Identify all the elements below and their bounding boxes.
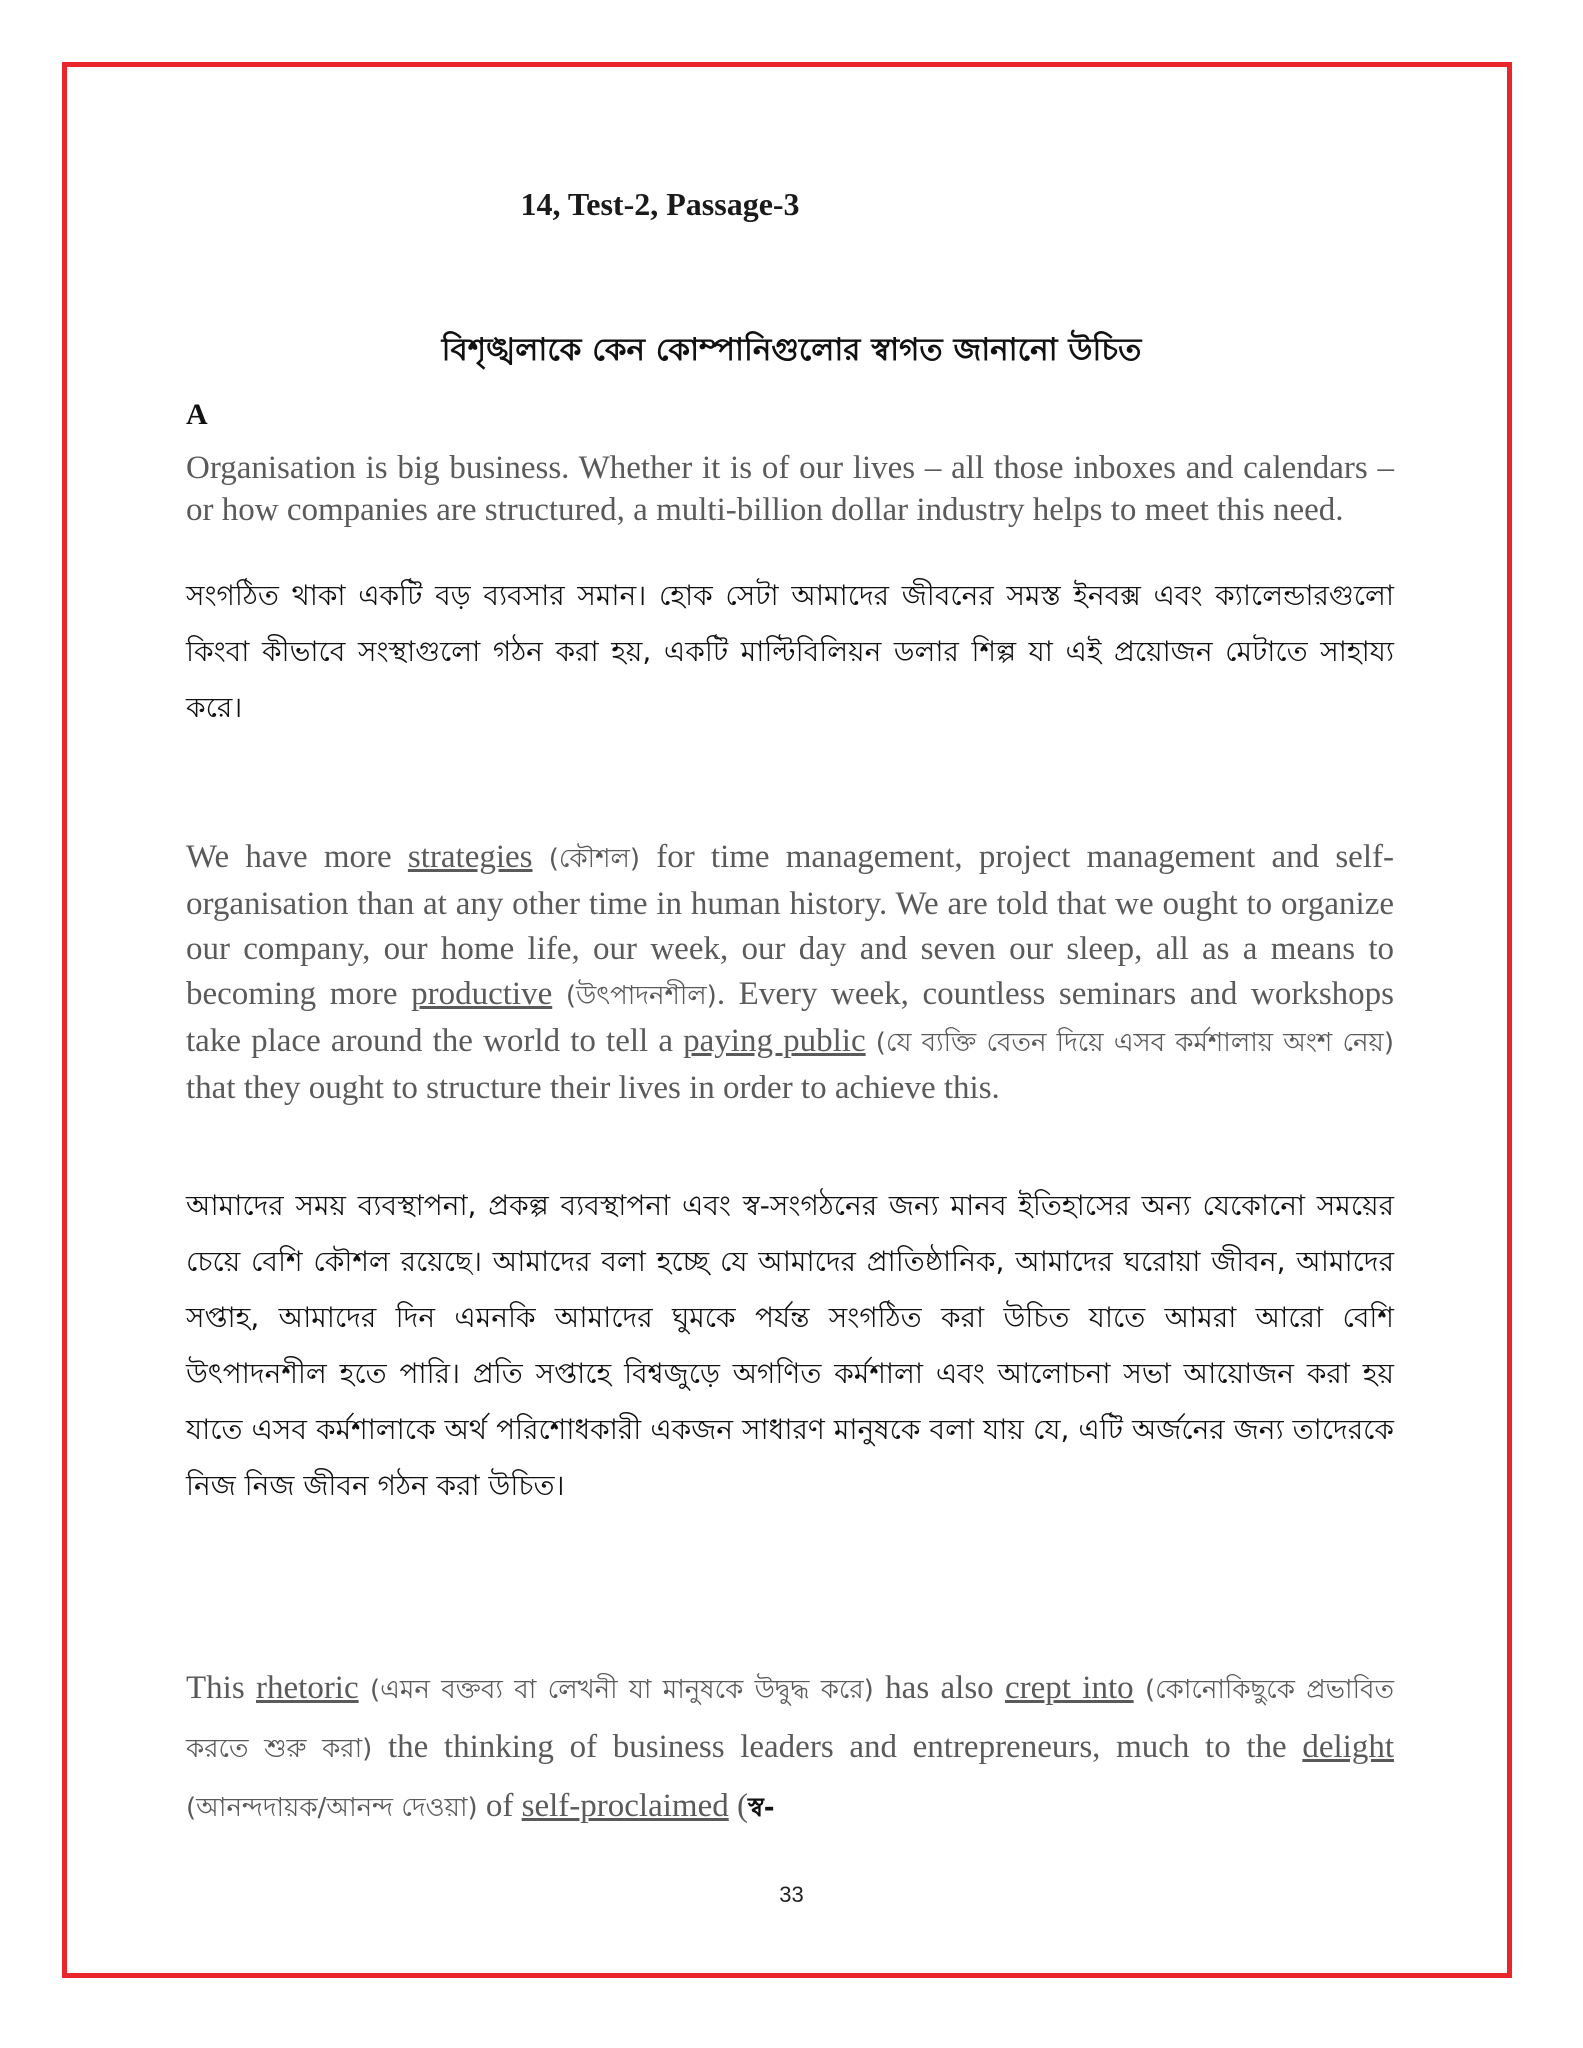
text-segment: that they ought to structure their lives in order to achieve this. [186,1070,1000,1106]
passage-title: 14, Test-2, Passage-3 [520,186,800,222]
text-segment: has also [873,1670,1005,1706]
text-segment: for time management, project management and self-organisation than at any other time in human history. We are told that we ought to organize our company, our home life, our week, our day and seven our sleep, all as a means to becoming more [186,839,1394,1012]
vocab-gloss: (কোনোকিছুকে প্রভাবিত করতে শুরু করা) [186,1675,1395,1764]
text-segment: . Every week, countless seminars and workshops take place around the world to tell a [186,976,1394,1059]
vocab-word: self-proclaimed [521,1788,729,1824]
text-segment: This [186,1670,257,1706]
page-number: 33 [779,1882,804,1907]
paragraph-2-english [186,835,1394,1111]
bengali-title: বিশৃঙ্খলাকে কেন কোম্পানিগুলোর স্বাগত জানানো উচিত [441,332,1142,368]
section-letter: A [186,398,208,431]
paragraph-2-bengali: আমাদের সময় ব্যবস্থাপনা, প্রকল্প ব্যবস্থাপনা এবং স্ব-সংগঠনের জন্য মানব ইতিহাসের অন্য যেকোনো সময়ের চেয়ে বেশি কৌশল রয়েছে। আমাদের বলা হচ্ছে যে আমাদের প্রাতিষ্ঠানিক, আমাদের ঘরোয়া জীবন, আমাদের সপ্তাহ, আমাদের দিন এমনকি আমাদের ঘুমকে পর্যন্ত সংগঠিত করা উচিত যাতে আমরা আরো বেশি উৎপাদনশীল হতে পারি। প্রতি সপ্তাহে বিশ্বজুড়ে অগণিত কর্মশালা এবং আলোচনা সভা আয়োজন করা হয় যাতে এসব কর্মশালাকে অর্থ পরিশোধকারী একজন সাধারণ মানুষকে বলা যায় যে, এটি অর্জনের জন্য তাদেরকে নিজ নিজ জীবন গঠন করা উচিত। [186,1189,1394,1502]
vocab-gloss: (আনন্দদায়ক/আনন্দ দেওয়া) [186,1793,478,1823]
vocab-word: strategies [407,839,533,875]
paragraph-3-english [186,1660,1394,1837]
text-segment: of [477,1788,522,1824]
vocab-gloss: (যে ব্যক্তি বেতন দিয়ে এসব কর্মশালায় অংশ নেয়) [865,1028,1394,1058]
text-segment: the thinking of business leaders and entrepreneurs, much to the [372,1729,1303,1765]
vocab-gloss: স্ব- [747,1793,775,1823]
paragraph-1-bengali: সংগঠিত থাকা একটি বড় ব্যবসার সমান। হোক সেটা আমাদের জীবনের সমস্ত ইনবক্স এবং ক্যালেন্ডারগুলো কিংবা কীভাবে সংস্থাগুলো গঠন করা হয়, একটি মাল্টিবিলিয়ন ডলার শিল্প যা এই প্রয়োজন মেটাতে সাহায্য করে। [186,579,1394,724]
vocab-gloss: (উৎপাদনশীল) [552,981,717,1011]
text-segment: ( [728,1788,748,1824]
vocab-gloss: (কৌশল) [532,844,640,874]
vocab-word: paying public [683,1023,866,1059]
vocab-word: rhetoric [256,1670,359,1706]
vocab-word: delight [1302,1729,1395,1765]
text-segment: We have more [186,839,408,875]
vocab-gloss: (এমন বক্তব্য বা লেখনী যা মানুষকে উদ্বুদ্ধ করে) [358,1675,874,1705]
vocab-word: productive [411,976,553,1012]
paragraph-1-english: Organisation is big business. Whether it is of our lives – all those inboxes and calendars – or how companies are structured, a multi-billion dollar industry helps to meet this need. [186,450,1394,528]
vocab-word: crept into [1005,1670,1134,1706]
